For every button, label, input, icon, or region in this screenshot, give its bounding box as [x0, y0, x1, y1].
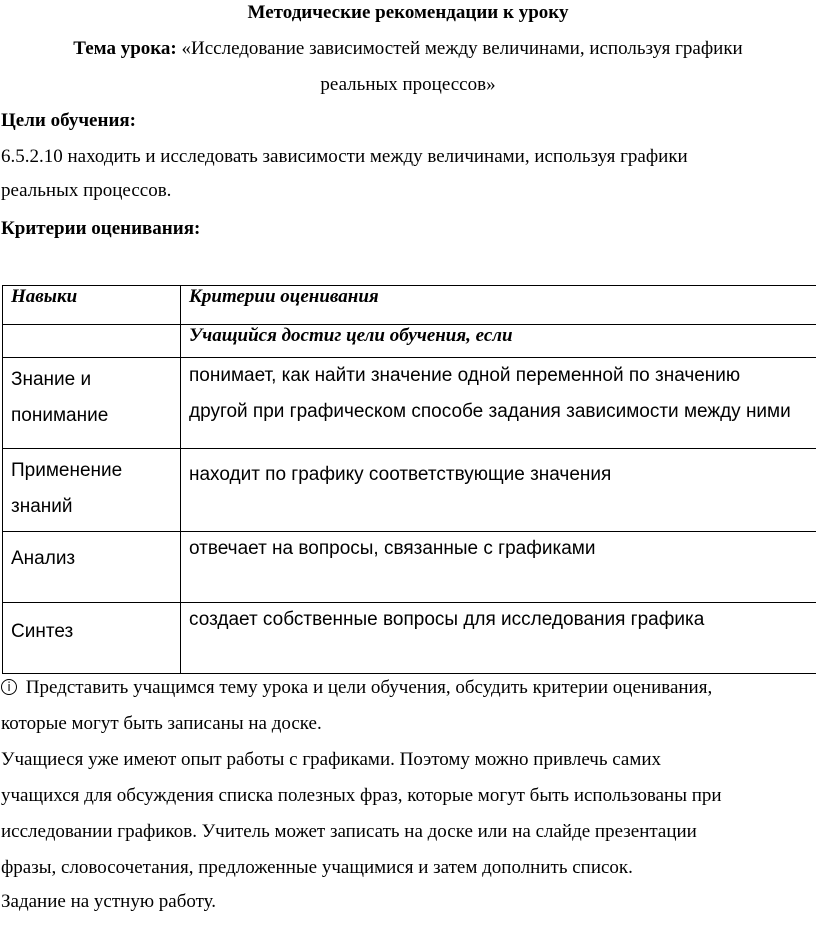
- col-header-criteria: Критерии оценивания: [181, 286, 816, 325]
- intro-text-continued: которые могут быть записаны на доске.: [1, 713, 322, 734]
- goals-heading: Цели обучения:: [1, 110, 136, 131]
- skill-cell: [3, 603, 181, 674]
- info-icon: i: [1, 679, 17, 695]
- oral-task-line: Задание на устную работу.: [1, 891, 217, 912]
- skill-cell: [3, 449, 181, 532]
- skill-name: Анализ: [11, 548, 76, 569]
- skill-name-continued: знаний: [11, 496, 73, 517]
- criterion-cell: [181, 603, 816, 674]
- goal-text-continued: реальных процессов.: [1, 180, 172, 201]
- table-row: [3, 358, 816, 449]
- goal-text: 6.5.2.10 находить и исследовать зависимости между величинами, используя графики: [1, 146, 688, 167]
- table-row: [3, 603, 816, 674]
- topic-text-continued: реальных процессов»: [320, 74, 496, 95]
- table-row: [3, 449, 816, 532]
- skill-name-continued: понимание: [11, 405, 109, 426]
- intro-paragraph: [1, 670, 811, 742]
- col-header-skills: Навыки: [3, 286, 181, 325]
- intro-text: Представить учащимся тему урока и цели обучения, обсудить критерии оценивания,: [21, 677, 713, 698]
- table-subheader: Учащийся достиг цели обучения, если: [181, 325, 816, 358]
- empty-cell: [3, 325, 181, 358]
- topic-text: «Исследование зависимостей между величинами, используя графики: [176, 38, 743, 59]
- skill-cell: [3, 532, 181, 603]
- criterion-text: отвечает на вопросы, связанные с графиками: [189, 538, 596, 559]
- paragraph-line: фразы, словосочетания, предложенные учащимися и затем дополнить список.: [1, 857, 633, 878]
- criterion-cell: [181, 358, 816, 449]
- skill-name: Знание и: [11, 369, 92, 390]
- criterion-text: понимает, как найти значение одной переменной по значению: [189, 365, 741, 386]
- lesson-topic: [0, 38, 816, 60]
- criterion-cell: [181, 449, 816, 532]
- paragraph-line: Учащиеся уже имеют опыт работы с графиками. Поэтому можно привлечь самих: [1, 749, 662, 770]
- table-subheader-row: [3, 325, 816, 358]
- table-header-row: [3, 286, 816, 325]
- experience-paragraph: [1, 742, 811, 886]
- document-title: Методические рекомендации к уроку: [247, 2, 569, 23]
- skill-name: Синтез: [11, 621, 74, 642]
- criteria-heading: Критерии оценивания:: [1, 218, 201, 239]
- paragraph-line: исследовании графиков. Учитель может записать на доске или на слайде презентации: [1, 821, 697, 842]
- skill-name: Применение: [11, 460, 123, 481]
- table-row: [3, 532, 816, 603]
- topic-label: Тема урока:: [73, 38, 177, 59]
- skill-cell: [3, 358, 181, 449]
- criterion-cell: [181, 532, 816, 603]
- intro-line: [1, 670, 811, 706]
- paragraph-line: учащихся для обсуждения списка полезных фраз, которые могут быть использованы при: [1, 785, 722, 806]
- criterion-text: создает собственные вопросы для исследования графика: [189, 609, 705, 630]
- criterion-text-continued: другой при графическом способе задания зависимости между ними: [189, 401, 791, 422]
- criterion-text: находит по графику соответствующие значения: [189, 464, 612, 485]
- criteria-table: [2, 285, 816, 674]
